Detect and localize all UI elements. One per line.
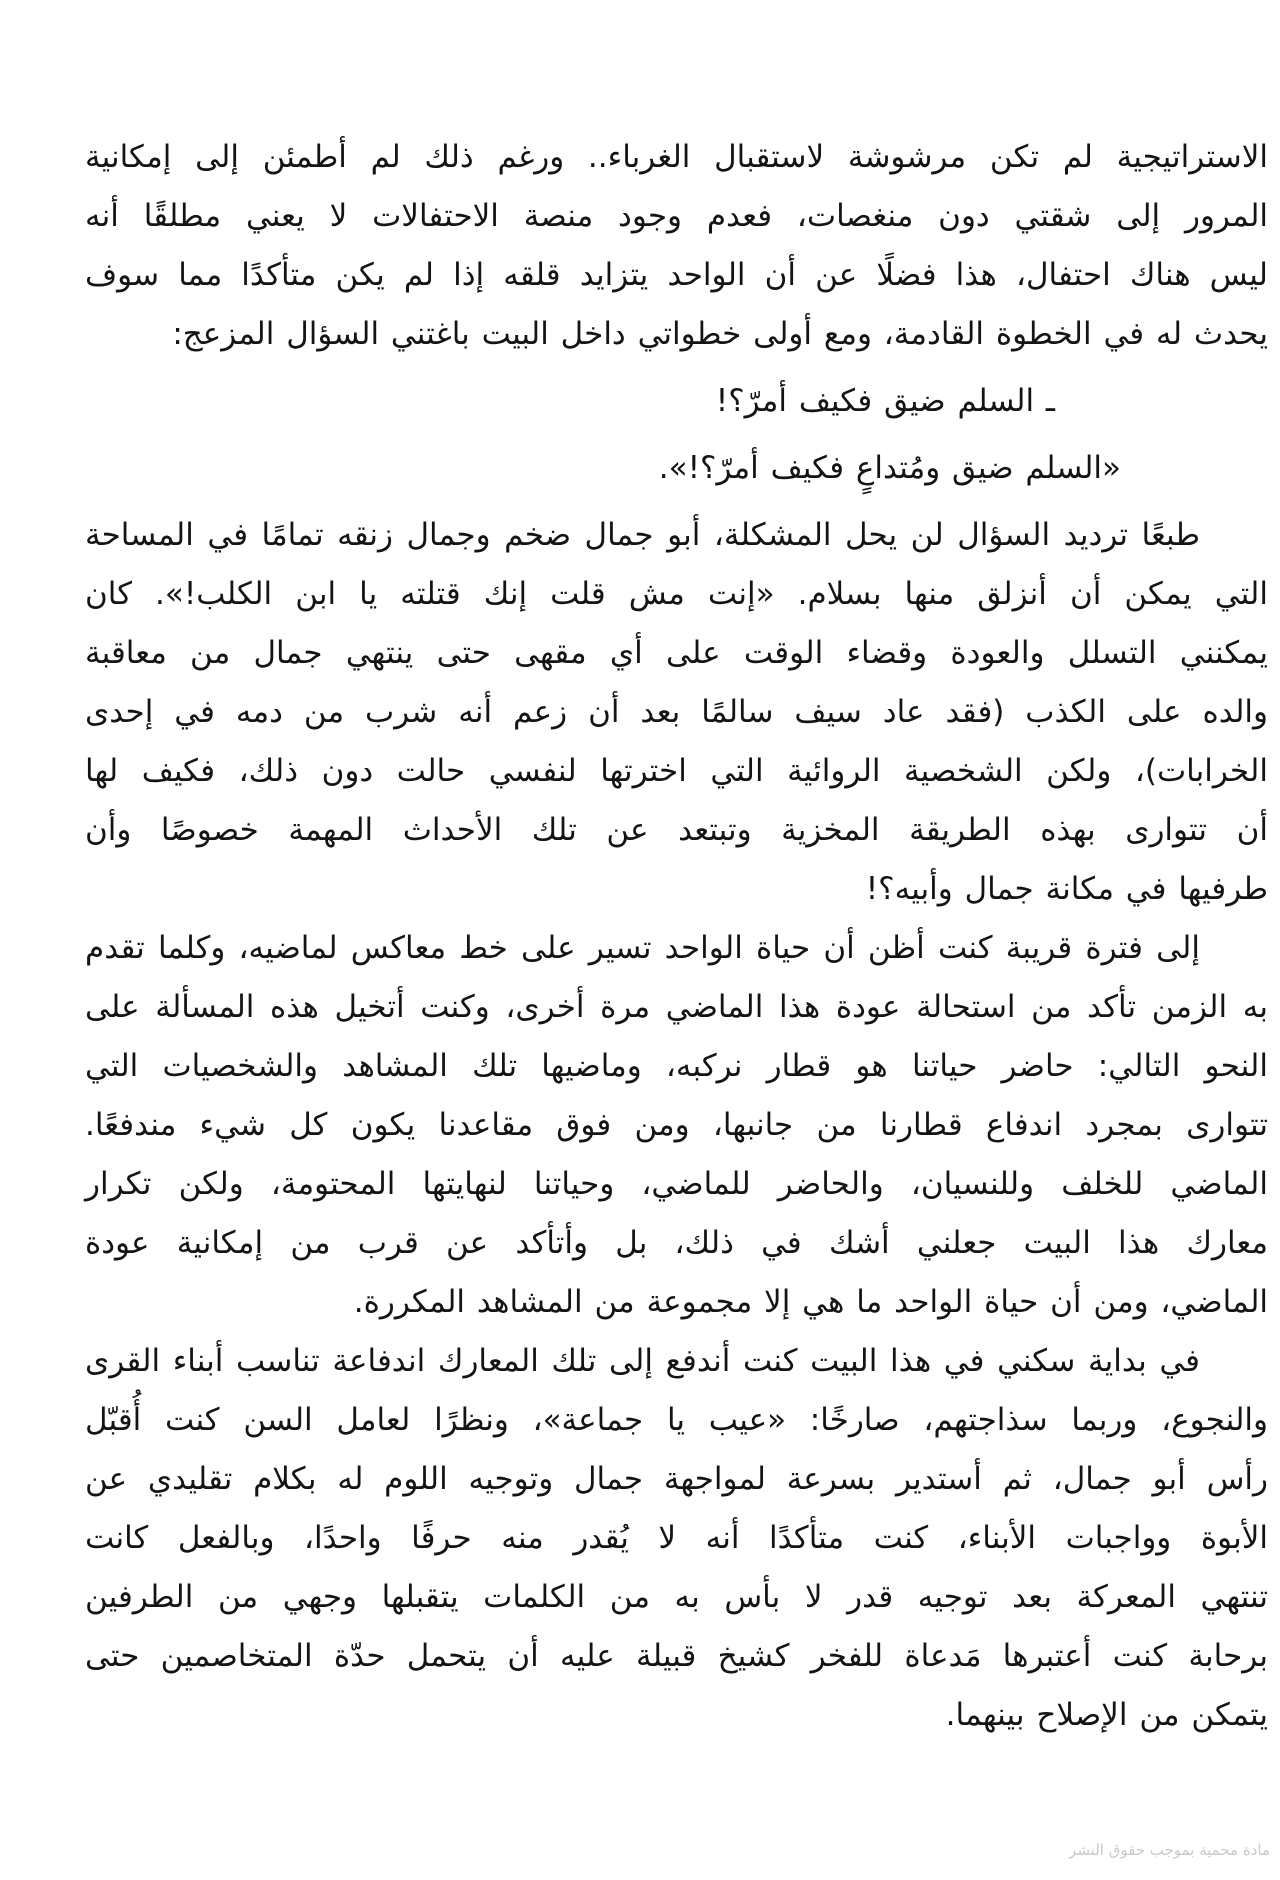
text-line: والده على الكذب (فقد عاد سيف سالمًا بعد أن زعم أنه شرب من دمه في إحدى bbox=[85, 694, 1268, 730]
text-line: طبعًا ترديد السؤال لن يحل المشكلة، أبو جمال ضخم وجمال زنقه تمامًا في المساحة bbox=[85, 517, 1200, 553]
text-line: برحابة كنت أعتبرها مَدعاة للفخر كشيخ قبيلة عليه أن يتحمل حدّة المتخاصمين حتى bbox=[85, 1638, 1268, 1674]
text-line: رأس أبو جمال، ثم أستدير بسرعة لمواجهة جمال وتوجيه اللوم له بكلام تقليدي عن bbox=[85, 1461, 1268, 1497]
text-line: النحو التالي: حاضر حياتنا هو قطار نركبه، وماضيها تلك المشاهد والشخصيات التي bbox=[85, 1048, 1268, 1084]
copyright-watermark: مادة محمية بموجب حقوق النشر bbox=[1069, 1841, 1270, 1859]
text-line: إلى فترة قريبة كنت أظن أن حياة الواحد تسير على خط معاكس لماضيه، وكلما تقدم bbox=[85, 930, 1200, 966]
text-block bbox=[85, 128, 1268, 1745]
text-line: يحدث له في الخطوة القادمة، ومع أولى خطواتي داخل البيت باغتني السؤال المزعج: bbox=[172, 316, 1268, 352]
text-line: تنتهي المعركة بعد توجيه قدر لا بأس به من الكلمات يتقبلها وجهي من الطرفين bbox=[85, 1579, 1268, 1615]
text-line: الماضي، ومن أن حياة الواحد ما هي إلا مجموعة من المشاهد المكررة. bbox=[353, 1284, 1268, 1320]
text-line: الخرابات)، ولكن الشخصية الروائية التي اخترتها لنفسي حالت دون ذلك، فكيف لها bbox=[85, 753, 1268, 789]
text-line: به الزمن تأكد من استحالة عودة هذا الماضي مرة أخرى، وكنت أتخيل هذه المسألة على bbox=[85, 989, 1268, 1025]
text-line: الاستراتيجية لم تكن مرشوشة لاستقبال الغرباء.. ورغم ذلك لم أطمئن إلى إمكانية bbox=[85, 139, 1268, 175]
text-line: ـ السلم ضيق فكيف أمرّ؟! bbox=[715, 383, 1055, 419]
text-line: أن تتوارى بهذه الطريقة المخزية وتبتعد عن تلك الأحداث المهمة خصوصًا وأن bbox=[85, 812, 1268, 848]
text-line: تتوارى بمجرد اندفاع قطارنا من جانبها، ومن فوق مقاعدنا يكون كل شيء مندفعًا. bbox=[85, 1107, 1268, 1143]
text-line: ليس هناك احتفال، هذا فضلًا عن أن الواحد يتزايد قلقه إذا لم يكن متأكدًا مما سوف bbox=[85, 257, 1268, 293]
text-line: معارك هذا البيت جعلني أشك في ذلك، بل وأتأكد عن قرب من إمكانية عودة bbox=[85, 1225, 1268, 1261]
text-line: طرفيها في مكانة جمال وأبيه؟! bbox=[865, 871, 1268, 907]
text-line: يمكنني التسلل والعودة وقضاء الوقت على أي مقهى حتى ينتهي جمال من معاقبة bbox=[85, 635, 1268, 671]
text-line: «السلم ضيق ومُتداعٍ فكيف أمرّ؟!». bbox=[658, 450, 1121, 486]
text-line: المرور إلى شقتي دون منغصات، فعدم وجود منصة الاحتفالات لا يعني مطلقًا أنه bbox=[85, 198, 1268, 234]
text-line: الأبوة وواجبات الأبناء، كنت متأكدًا أنه لا يُقدر منه حرفًا واحدًا، وبالفعل كانت bbox=[85, 1520, 1268, 1556]
text-line: الماضي للخلف وللنسيان، والحاضر للماضي، وحياتنا لنهايتها المحتومة، ولكن تكرار bbox=[85, 1166, 1268, 1202]
text-line: يتمكن من الإصلاح بينهما. bbox=[945, 1697, 1268, 1733]
text-line: التي يمكن أن أنزلق منها بسلام. «إنت مش قلت إنك قتلته يا ابن الكلب!». كان bbox=[85, 576, 1268, 612]
text-line: في بداية سكني في هذا البيت كنت أندفع إلى تلك المعارك اندفاعة تناسب أبناء القرى bbox=[85, 1343, 1200, 1379]
text-line: والنجوع، وربما سذاجتهم، صارخًا: «عيب يا جماعة»، ونظرًا لعامل السن كنت أُقبّل bbox=[85, 1402, 1268, 1438]
